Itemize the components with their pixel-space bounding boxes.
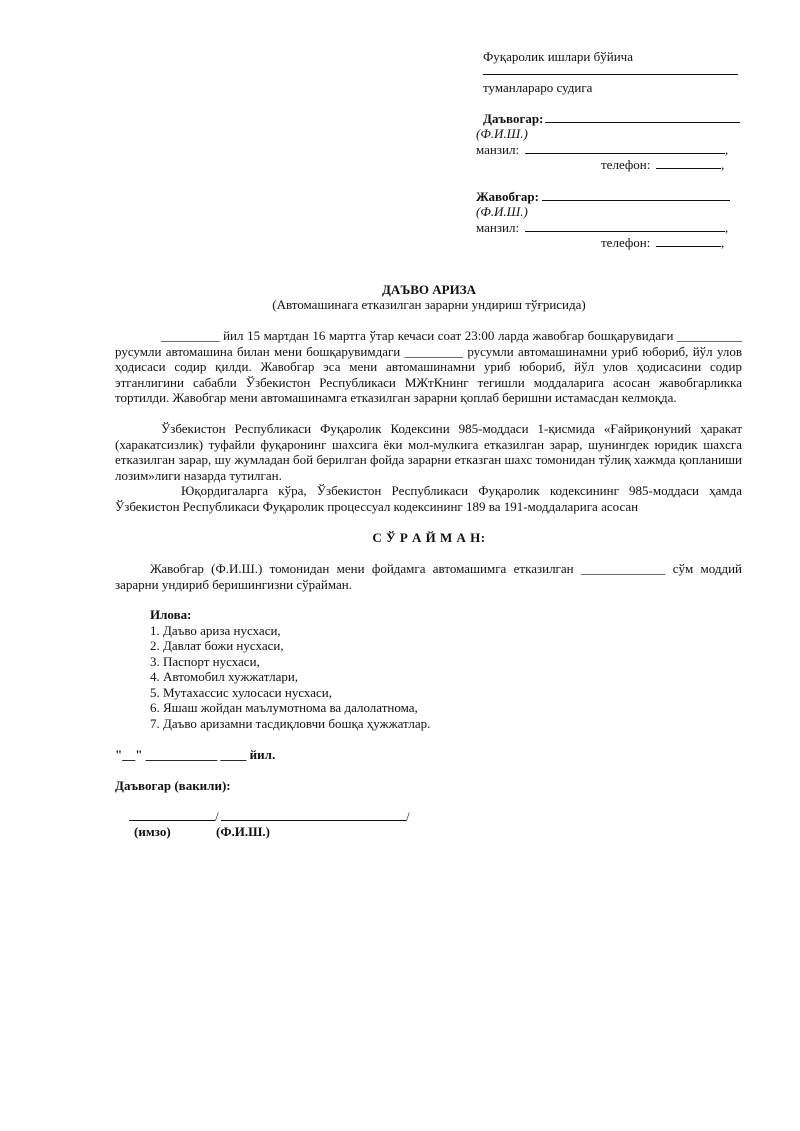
defendant-address-line (525, 231, 725, 232)
plaintiff-name-line (545, 122, 740, 123)
attachment-item: 2. Давлат божи нусхаси, (150, 638, 284, 653)
paragraph-3: Юқордигаларга кўра, Ўзбекистон Республикаси Фуқаролик кодексининг 985-моддаси ҳамда Ўзбекистон Республикаси Фуқаролик процессуал кодексининг 189 ва 191-моддаларига асосан (115, 483, 742, 514)
defendant-label: Жавобгар: (476, 189, 539, 204)
plaintiff-phone-comma: , (721, 157, 725, 172)
attachments-label: Илова: (150, 607, 192, 622)
defendant-address-label: манзил: (476, 220, 520, 235)
plaintiff-label: Даъвогар: (483, 111, 544, 126)
defendant-address-comma: , (725, 220, 729, 235)
paragraph-1: _________ йил 15 мартдан 16 мартга ўтар кечаси соат 23:00 ларда жавобгар бошқарувидаги __________ русумли автомашина билан мени бошқарувимдаги _________ русумли автомашинамни уриб юбориб, йўл улов ҳодисаси содир қилди. Жавобгар эса мени автомашинамни уриб юбориб, йўл улов ҳодисасини содир этганлигини сабабли Ўзбекистон Республикаси МЖтКнинг тегишли моддаларига асосан жавобгарликка тортилди. Жавобгар мени автомашинамга етказилган зарарни қоплаб беришни истамасдан келмоқда. (115, 328, 742, 405)
defendant-name-line (542, 200, 730, 201)
signature-caption: (имзо) (134, 824, 171, 839)
date-line: "__" ___________ ____ йил. (115, 747, 276, 762)
request-text: Жавобгар (Ф.И.Ш.) томонидан мени фойдамга автомашимга етказилган _____________ сўм моддий зарарни ундириб беришингизни сўрайман. (115, 561, 742, 592)
attachment-item: 6. Яшаш жойдан маълумотнома ва далолатнома, (150, 700, 418, 715)
attachment-item: 4. Автомобил хужжатлари, (150, 669, 299, 684)
court-line-1: Фуқаролик ишлари бўйича (483, 49, 633, 64)
court-name-line (483, 74, 738, 75)
plaintiff-phone-label: телефон: (601, 157, 651, 172)
request-heading: С Ў Р А Й М А Н: (372, 530, 486, 545)
fio-line-end: / (406, 809, 410, 824)
document-title: ДАЪВО АРИЗА (381, 282, 476, 297)
attachment-item: 7. Даъво аризамни тасдиқловчи бошқа ҳужжатлар. (150, 716, 431, 731)
attachment-item: 3. Паспорт нусхаси, (150, 654, 260, 669)
signature-separator: / (215, 809, 219, 824)
defendant-phone-label: телефон: (601, 235, 651, 250)
plaintiff-address-label: манзил: (476, 142, 520, 157)
court-line-2: туманлараро судига (483, 80, 593, 95)
plaintiff-address-comma: , (725, 142, 729, 157)
document-subtitle: (Автомашинага етказилган зарарни ундириш тўғрисида) (272, 297, 586, 312)
defendant-phone-line (656, 246, 721, 247)
attachment-item: 5. Мутахассис хулосаси нусхаси, (150, 685, 333, 700)
paragraph-2: Ўзбекистон Республикаси Фуқаролик Кодексини 985-моддаси 1-қисмида «Ғайриқонуний ҳаракат (харакатсизлик) туфайли фуқаронинг шахсига ёки мол-мулкига етказилган зарар, шунингдек юридик шахсга етказилган зарар, шу жумладан бой берилган фойда зарарни етказган шахс томонидан тўлиқ хажмда қопланиши лозим»лиги назарда тутилган. (115, 421, 742, 483)
fio-caption: (Ф.И.Ш.) (216, 824, 270, 839)
plaintiff-address-line (525, 153, 725, 154)
fio-line (221, 820, 406, 821)
plaintiff-fio: (Ф.И.Ш.) (476, 126, 528, 141)
signer-label: Даъвогар (вакили): (115, 778, 231, 793)
signature-line (129, 820, 215, 821)
attachment-item: 1. Даъво ариза нусхаси, (150, 623, 281, 638)
plaintiff-phone-line (656, 168, 721, 169)
defendant-phone-comma: , (721, 235, 725, 250)
defendant-fio: (Ф.И.Ш.) (476, 204, 528, 219)
